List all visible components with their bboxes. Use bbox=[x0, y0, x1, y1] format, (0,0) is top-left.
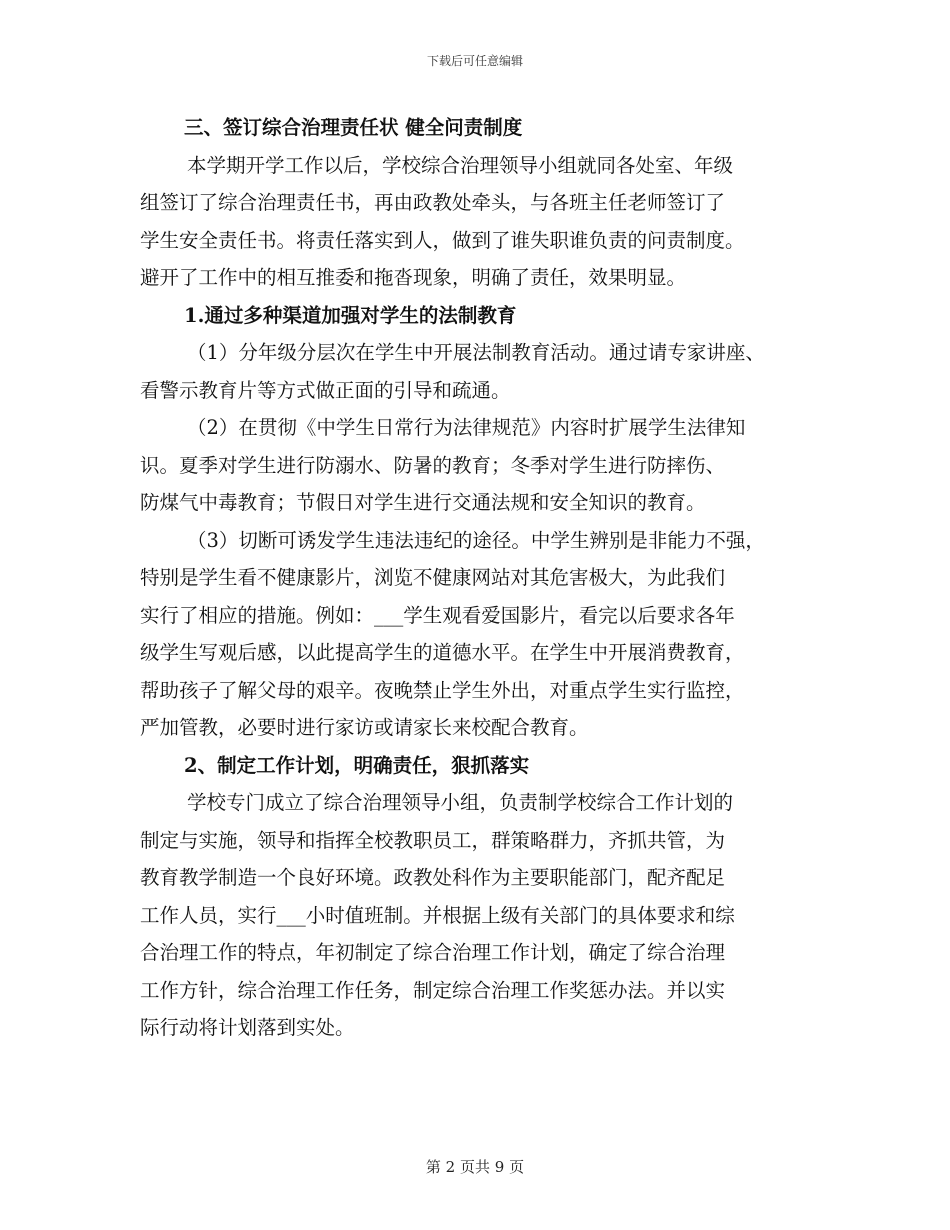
section-heading: 2、制定工作计划，明确责任，狠抓落实 bbox=[184, 753, 530, 777]
page-footer: 第 2 页共 9 页 bbox=[425, 1158, 525, 1176]
paragraph-line: 学生安全责任书。将责任落实到人，做到了谁失职谁负责的问责制度。 bbox=[140, 228, 745, 252]
paragraph-line: 帮助孩子了解父母的艰辛。夜晚禁止学生外出，对重点学生实行监控， bbox=[140, 678, 745, 702]
paragraph-line: 教育教学制造一个良好环境。政教处科作为主要职能部门，配齐配足 bbox=[140, 866, 726, 889]
paragraph-line: 组签订了综合治理责任书，再由政教处牵头，与各班主任老师签订了 bbox=[140, 191, 726, 214]
document-body bbox=[140, 109, 830, 1047]
paragraph-line: 制定与实施，领导和指挥全校教职员工，群策略群力，齐抓共管，为 bbox=[140, 828, 726, 852]
paragraph-line: 看警示教育片等方式做正面的引导和疏通。 bbox=[140, 378, 511, 402]
paragraph-line: 际行动将计划落到实处。 bbox=[140, 1016, 355, 1039]
paragraph-line: 实行了相应的措施。例如：___学生观看爱国影片，看完以后要求各年 bbox=[140, 603, 735, 627]
paragraph-line: 级学生写观后感，以此提高学生的道德水平。在学生中开展消费教育， bbox=[140, 641, 745, 664]
paragraph-line: 识。夏季对学生进行防溺水、防暑的教育；冬季对学生进行防摔伤、 bbox=[140, 453, 726, 477]
paragraph-line: 学校专门成立了综合治理领导小组，负责制学校综合工作计划的 bbox=[187, 791, 734, 814]
paragraph-line: 合治理工作的特点，年初制定了综合治理工作计划，确定了综合治理 bbox=[140, 941, 726, 964]
paragraph-line: 特别是学生看不健康影片，浏览不健康网站对其危害极大，为此我们 bbox=[140, 566, 726, 589]
paragraph-line: 工作方针，综合治理工作任务，制定综合治理工作奖惩办法。并以实 bbox=[140, 978, 726, 1002]
paragraph-line: 防煤气中毒教育；节假日对学生进行交通法规和安全知识的教育。 bbox=[140, 491, 706, 514]
paragraph-line: （2）在贯彻《中学生日常行为法律规范》内容时扩展学生法律知 bbox=[187, 416, 746, 439]
paragraph-line: 工作人员，实行___小时值班制。并根据上级有关部门的具体要求和综 bbox=[140, 903, 735, 927]
paragraph-line: （1）分年级分层次在学生中开展法制教育活动。通过请专家讲座、 bbox=[187, 341, 765, 364]
page-header-note: 下载后可任意编辑 bbox=[426, 54, 523, 68]
paragraph-line: 本学期开学工作以后，学校综合治理领导小组就同各处室、年级 bbox=[187, 153, 734, 177]
paragraph-line: 严加管教，必要时进行家访或请家长来校配合教育。 bbox=[140, 716, 589, 739]
paragraph-line: （3）切断可诱发学生违法违纪的途径。中学生辨别是非能力不强， bbox=[187, 528, 765, 552]
paragraph-line: 避开了工作中的相互推委和拖沓现象，明确了责任，效果明显。 bbox=[140, 266, 687, 289]
section-heading: 1.通过多种渠道加强对学生的法制教育 bbox=[184, 303, 517, 327]
section-heading: 三、签订综合治理责任状 健全问责制度 bbox=[184, 116, 523, 139]
